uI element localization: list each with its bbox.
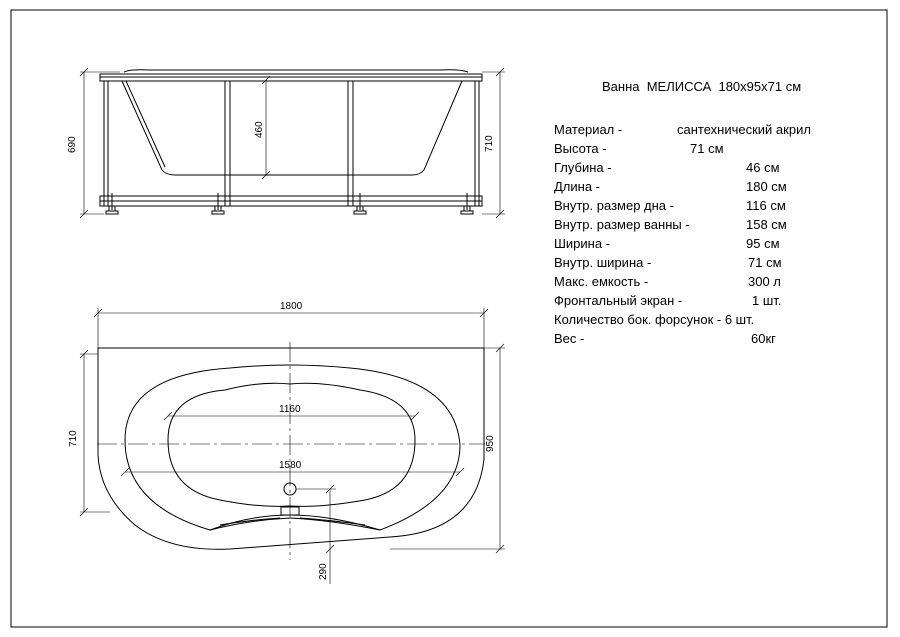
dim-front-right-height: 710 [484, 135, 495, 152]
dim-inner-length: 1160 [279, 404, 301, 415]
spec-label: Длина - [554, 179, 601, 194]
spec-value: 1 шт. [752, 293, 782, 308]
spec-label: Макс. емкость - [554, 274, 649, 289]
spec-value: сантехнический акрил [677, 122, 811, 137]
spec-value: 71 см [748, 255, 782, 270]
spec-label: Количество бок. форсунок - 6 шт. [554, 312, 755, 327]
dim-width-left: 710 [68, 430, 79, 447]
dim-front-depth: 460 [254, 121, 265, 138]
dim-length: 1800 [280, 301, 303, 312]
spec-label: Глубина - [554, 160, 612, 175]
spec-value: 60кг [751, 331, 776, 346]
dim-front-height: 690 [67, 136, 78, 153]
dim-outlet: 290 [318, 563, 329, 580]
dim-inner-length-tub: 1580 [279, 460, 302, 471]
spec-value: 158 см [746, 217, 787, 232]
front-view [80, 68, 505, 218]
spec-value: 116 см [746, 198, 786, 213]
spec-value: 46 см [746, 160, 780, 175]
spec-label: Вес - [554, 331, 585, 346]
dim-width-right: 950 [485, 435, 496, 452]
spec-label: Фронтальный экран - [554, 293, 683, 308]
spec-label: Внутр. ширина - [554, 255, 652, 270]
spec-label: Внутр. размер ванны - [554, 217, 690, 232]
spec-value: 180 см [746, 179, 787, 194]
spec-label: Высота - [554, 141, 607, 156]
plan-view [80, 308, 505, 584]
spec-label: Ширина - [554, 236, 611, 251]
spec-value: 95 см [746, 236, 780, 251]
product-title: Ванна МЕЛИССА 180х95х71 см [602, 79, 802, 94]
sheet-frame [11, 10, 887, 627]
spec-label: Материал - [554, 122, 623, 137]
spec-value: 300 л [748, 274, 781, 289]
spec-label: Внутр. размер дна - [554, 198, 674, 213]
spec-value: 71 см [690, 141, 724, 156]
